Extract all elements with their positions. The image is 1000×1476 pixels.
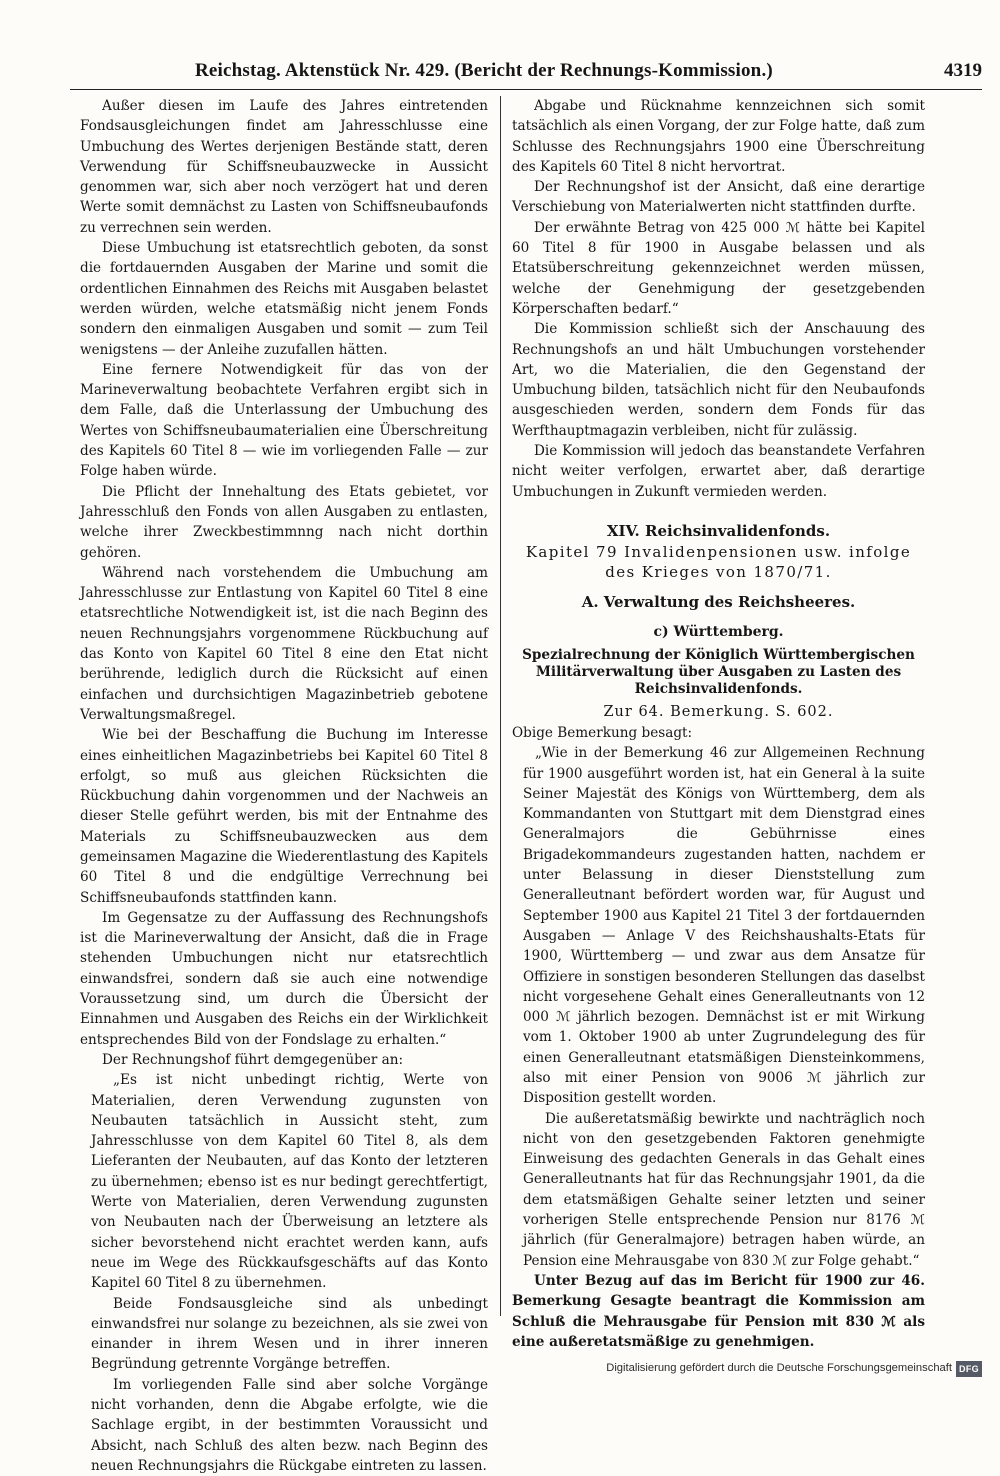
subsection-heading: c) Württemberg. <box>653 623 784 640</box>
quote-paragraph: Die außeretatsmäßig bewirkte und nachträglich noch nicht von den gesetzgebenden Faktoren genehmigte Einweisung des gedachten Generals in das Gehalt eines Generalleutnants hat für das Rechnungsjahr 1901, da die dem etatsmäßigen Gehalte seiner letzten und seiner vorherigen Stelle entsprechende Pension nur 8176 ℳ jährlich (für Generalmajore) betragen haben würde, an Pension eine Mehrausgabe von 830 ℳ zur Folge gehabt.“ <box>523 1110 925 1269</box>
section-title: XIV. Reichsinvalidenfonds. <box>606 521 831 540</box>
dfg-logo-icon: DFG <box>956 1361 982 1377</box>
remark-heading: Zur 64. Bemerkung. S. 602. <box>603 703 834 720</box>
paragraph: Der Rechnungshof führt demgegenüber an: <box>102 1051 404 1068</box>
quote-paragraph: Im vorliegenden Falle sind aber solche Vorgänge nicht vorhanden, denn die Abgabe erfolgte, wie die Sachlage ergibt, in der bestimmten Voraussicht und Absicht, nach Schluß des alten bezw. nach Beginn des neuen Rechnungsjahrs die Rückgabe eintreten zu lassen. <box>91 1376 488 1474</box>
subsection-heading: A. Verwaltung des Reichsheeres. <box>581 592 856 611</box>
running-head: Reichstag. Aktenstück Nr. 429. (Bericht der Rechnungs-Kommission.) <box>195 60 773 81</box>
paragraph: Eine fernere Notwendigkeit für das von der Marineverwaltung beobachtete Verfahren ergibt sich in dem Falle, daß die Unterlassung der Umbuchung des Wertes von Schiffsneubaumaterialien eine Überschreitung des Kapitels 60 Titel 8 — wie im vorliegenden Falle — zur Folge haben würde. <box>80 361 488 480</box>
page-number: 4319 <box>944 60 982 81</box>
quote-paragraph: Beide Fondsausgleiche sind als unbedingt einwandsfrei nur solange zu bezeichnen, als sie zwei von einander in ihrem Wesen und in ihrer inneren Begründung getrennte Vorgänge betreffen. <box>91 1295 488 1373</box>
conclusion-paragraph: Unter Bezug auf das im Bericht für 1900 zur 46. Bemerkung Gesagte beantragt die Kommission am Schluß die Mehrausgabe für Pension mit 830 ℳ als eine außeretatsmäßige zu genehmigen. <box>512 1272 925 1350</box>
credit-text: Digitalisierung gefördert durch die Deutsche Forschungsgemeinschaft <box>606 1362 952 1374</box>
right-column <box>512 96 925 1352</box>
digitization-credit <box>600 1361 982 1379</box>
paragraph: Abgabe und Rücknahme kennzeichnen sich somit tatsächlich als einen Vorgang, der zur Folge hatte, daß zum Schlusse des Rechnungsjahrs 1900 eine Überschreitung des Kapitels 60 Titel 8 nicht hervortrat. <box>512 98 925 175</box>
paragraph: Außer diesen im Laufe des Jahres eintretenden Fondsausgleichungen findet am Jahresschlusse eine Umbuchung des Wertes derjenigen Bestände statt, deren Verwendung für Schiffsneubauzwecke in Aussicht genommen war, sich aber noch verzögert hat und deren Werte somit demnächst zu Lasten von Schiffsneubaufonds zu verrechnen sein werden. <box>80 98 488 236</box>
chapter-heading: Kapitel 79 Invalidenpensionen usw. infolge des Krieges von 1870/71. <box>525 542 912 581</box>
paragraph: Die Kommission schließt sich der Anschauung des Rechnungshofs an und hält Umbuchungen vorstehender Art, wo die Materialien, die den Gegenstand der Umbuchung bilden, tatsächlich nicht für den Neubaufonds ausgeschieden werden, sondern dem Fonds für das Werfthauptmagazin verbleiben, nicht für zulässig. <box>512 321 925 439</box>
paragraph: Obige Bemerkung besagt: <box>512 724 693 741</box>
paragraph: Während nach vorstehendem die Umbuchung am Jahresschlusse zur Entlastung von Kapitel 60 Titel 8 eine etatsrechtliche Notwendigkeit ist, ist die nach Beginn des neuen Rechnungsjahrs vorgenommene Rückbuchung auf das Konto von Kapitel 60 Titel 8 eine den Etat nicht berührende, lediglich durch die Rücksicht auf einen einfachen und durchsichtigen Magazinbetrieb gebotene Verwaltungsmaßregel. <box>80 564 488 723</box>
page-header <box>195 60 982 90</box>
paragraph: Wie bei der Beschaffung die Buchung im Interesse eines einheitlichen Magazinbetriebs bei Kapitel 60 Titel 8 erfolgt, so muß aus gleichen Rücksichten die Rückbuchung dahin vorgenommen und der Nachweis an dieser Stelle geführt werden, bis mit der Entnahme des Materials zu Schiffsneubauzwecken aus dem gemeinsamen Magazine die Wiederentlastung des Kapitels 60 Titel 8 und die endgültige Verrechnung bei Schiffsneubaufonds stattfinden kann. <box>80 727 488 906</box>
column-divider <box>500 96 501 1316</box>
account-heading: Spezialrechnung der Königlich Württembergischen Militärverwaltung über Ausgaben zu Lasten des Reichsinvalidenfonds. <box>522 646 915 697</box>
header-rule <box>70 89 982 90</box>
left-column <box>80 96 488 1476</box>
paragraph: Im Gegensatze zu der Auffassung des Rechnungshofs ist die Marineverwaltung der Ansicht, daß die in Frage stehenden Umbuchungen nicht nur etatsrechtlich einwandsfrei, sondern daß sie auch eine notwendige Voraussetzung sind, um durch die Übersicht der Einnahmen und Ausgaben des Reichs ein der Wirklichkeit entsprechendes Bild von der Fondslage zu erhalten.“ <box>80 909 488 1048</box>
quote-paragraph: „Es ist nicht unbedingt richtig, Werte von Materialien, deren Verwendung zugunsten von Neubauten tatsächlich in Aussicht steht, zum Jahresschlusse von dem Kapitel 60 Titel 8, als dem Lieferanten der Neubauten, auf das Konto der letzteren zu übernehmen; ebenso ist es nur bedingt gerechtfertigt, Werte von Materialien, deren Verwendung zugunsten von Neubauten nach der Überweisung an letztere als sicher bevorstehend nicht erachtet werden kann, aufs neue im Wege des Rückkaufsgeschäfts auf das Konto Kapitel 60 Titel 8 zu übernehmen. <box>91 1072 488 1292</box>
paragraph: Die Pflicht der Innehaltung des Etats gebietet, vor Jahresschluß den Fonds von allen Ausgaben zu entlasten, welche ihrer Zweckbestimmnng nach nicht dorthin gehören. <box>80 483 488 561</box>
paragraph: Der erwähnte Betrag von 425 000 ℳ hätte bei Kapitel 60 Titel 8 für 1900 in Ausgabe belassen und als Etatsüberschreitung gekennzeichnet werden müssen, welche der Genehmigung der gesetzgebenden Körperschaften bedarf.“ <box>512 219 925 317</box>
quote-paragraph: „Wie in der Bemerkung 46 zur Allgemeinen Rechnung für 1900 ausgeführt worden ist, hat ein General à la suite Seiner Majestät des Königs von Württemberg, dem als Kommandanten von Stuttgart mit dem Dienstgrad eines Generalmajors die Gebührnisse eines Brigadekommandeurs zugestanden hatten, nachdem er unter Belassung in dieser Dienststellung zum Generalleutnant befördert worden war, für August und September 1900 aus Kapitel 21 Titel 3 der fortdauernden Ausgaben — Anlage V des Reichshaushalts-Etats für 1900, Württemberg — und zwar aus dem Ansatze für Offiziere in sonstigen besonderen Stellungen das daselbst nicht vorgesehene Gehalt eines Generalleutnants von 12 000 ℳ jährlich bezogen. Demnächst ist er mit Wirkung vom 1. Oktober 1900 ab unter Zugrundelegung des für einen Generalleutnant etatsmäßigen Diensteinkommens, also mit einer Pension von 9006 ℳ jährlich zur Disposition gestellt worden. <box>523 745 925 1107</box>
paragraph: Diese Umbuchung ist etatsrechtlich geboten, da sonst die fortdauernden Ausgaben der Marine und somit die ordentlichen Einnahmen des Reichs mit Ausgaben belastet werden würden, welche etatsmäßig nicht jenem Fonds sondern den einmaligen Ausgaben und somit — zum Teil wenigstens — der Anleihe zuzufallen hätten. <box>80 240 488 358</box>
paragraph: Die Kommission will jedoch das beanstandete Verfahren nicht weiter verfolgen, erwartet aber, daß derartige Umbuchungen in Zukunft vermieden werden. <box>512 443 925 500</box>
paragraph: Der Rechnungshof ist der Ansicht, daß eine derartige Verschiebung von Materialwerten nicht stattfinden durfte. <box>512 179 925 216</box>
